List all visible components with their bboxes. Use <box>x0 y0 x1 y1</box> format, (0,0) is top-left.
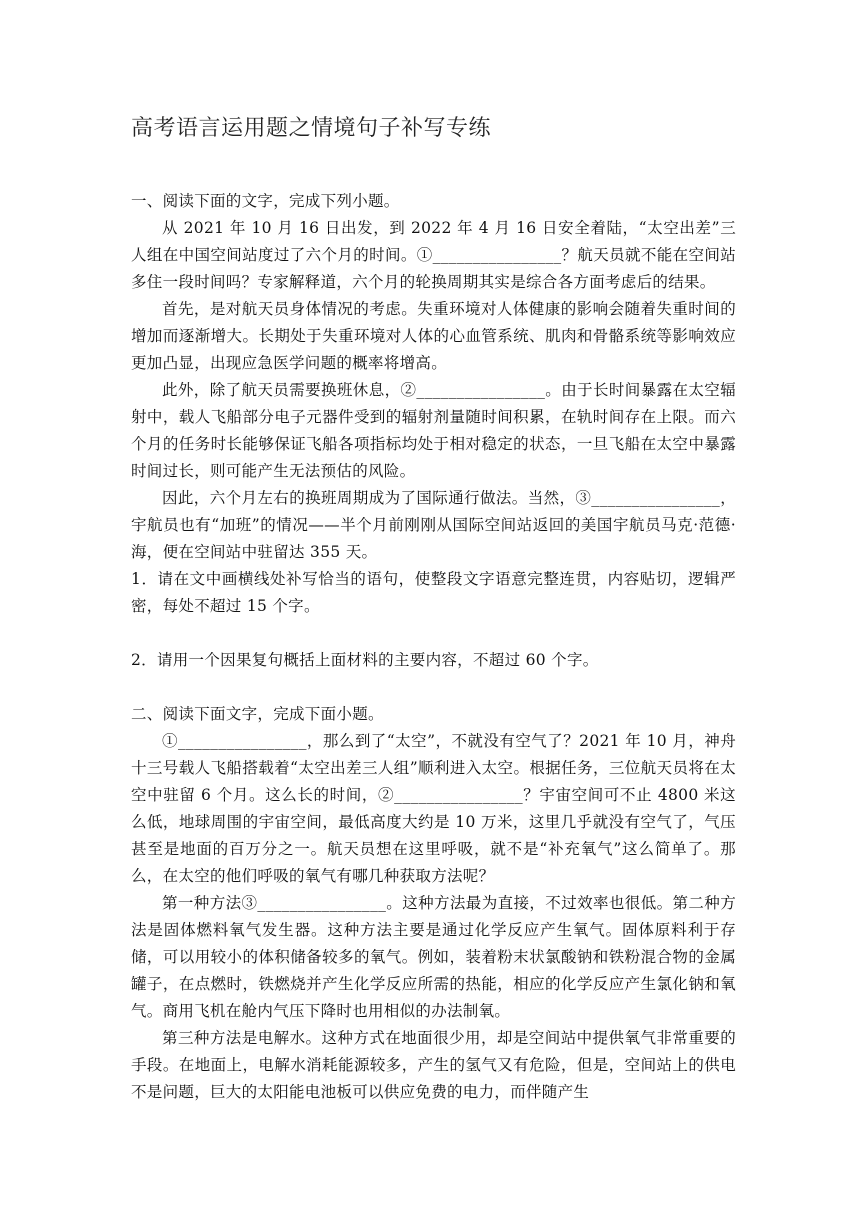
question-2: 2．请用一个因果复句概括上面材料的主要内容，不超过 60 个字。 <box>131 651 599 669</box>
section-2-heading: 二、阅读下面文字，完成下面小题。 <box>131 705 384 723</box>
section-1-heading: 一、阅读下面的文字，完成下列小题。 <box>131 192 400 210</box>
document-title: 高考语言运用题之情境句子补写专练 <box>131 116 492 141</box>
answer-space-2 <box>131 674 736 701</box>
section-1-paragraph-4: 因此，六个月左右的换班周期成为了国际通行做法。当然，③________________，宇航员也有“加班”的情况——半个月前刚刚从国际空间站返回的美国宇航员马克·范德·海，便在空间站中驻留达 355 天。 <box>131 489 736 561</box>
section-2-paragraph-3: 第三种方法是电解水。这种方式在地面很少用，却是空间站中提供氧气非常重要的手段。在地面上，电解水消耗能源较多，产生的氢气又有危险，但是，空间站上的供电不是问题，巨大的太阳能电池板可以供应免费的电力，而伴随产生 <box>131 1029 736 1101</box>
section-2-paragraph-1: ①________________，那么到了“太空”，不就没有空气了？2021 年 10 月，神舟十三号载人飞船搭载着“太空出差三人组”顺利进入太空。根据任务，三位航天员将在太空中驻留 6 个月。这么长的时间，②________________？宇宙空间可不止 4800 米这么低，地球周围的宇宙空间，最低高度大约是 10 万米，这里几乎就没有空气了，气压甚至是地面的百万分之一。航天员想在这里呼吸，就不是“补充氧气”这么简单了。那么，在太空的他们呼吸的氧气有哪几种获取方法呢？ <box>131 732 736 885</box>
section-2-paragraph-2: 第一种方法③________________。这种方法最为直接，不过效率也很低。第二种方法是固体燃料氧气发生器。这种方法主要是通过化学反应产生氧气。固体原料利于存储，可以用较小的体积储备较多的氧气。例如，装着粉末状氯酸钠和铁粉混合物的金属罐子，在点燃时，铁燃烧并产生化学反应所需的热能，相应的化学反应产生氯化钠和氧气。商用飞机在舱内气压下降时也用相似的办法制氧。 <box>131 894 736 1020</box>
section-1-paragraph-3: 此外，除了航天员需要换班休息，②________________。由于长时间暴露在太空辐射中，载人飞船部分电子元器件受到的辐射剂量随时间积累，在轨时间存在上限。而六个月的任务时长能够保证飞船各项指标均处于相对稳定的状态，一旦飞船在太空中暴露时间过长，则可能产生无法预估的风险。 <box>131 381 736 480</box>
question-1: 1．请在文中画横线处补写恰当的语句，使整段文字语意完整连贯，内容贴切，逻辑严密，每处不超过 15 个字。 <box>131 570 736 615</box>
section-1-paragraph-2: 首先，是对航天员身体情况的考虑。失重环境对人体健康的影响会随着失重时间的增加而逐渐增大。长期处于失重环境对人体的心血管系统、肌肉和骨骼系统等影响效应更加凸显，出现应急医学问题的概率将增高。 <box>131 300 736 372</box>
answer-space-1 <box>131 620 736 647</box>
document-body <box>131 188 736 1106</box>
section-1-paragraph-1: 从 2021 年 10 月 16 日出发，到 2022 年 4 月 16 日安全着陆，“太空出差”三人组在中国空间站度过了六个月的时间。①________________？航天员就不能在空间站多住一段时间吗？专家解释道，六个月的轮换周期其实是综合各方面考虑后的结果。 <box>131 219 736 291</box>
